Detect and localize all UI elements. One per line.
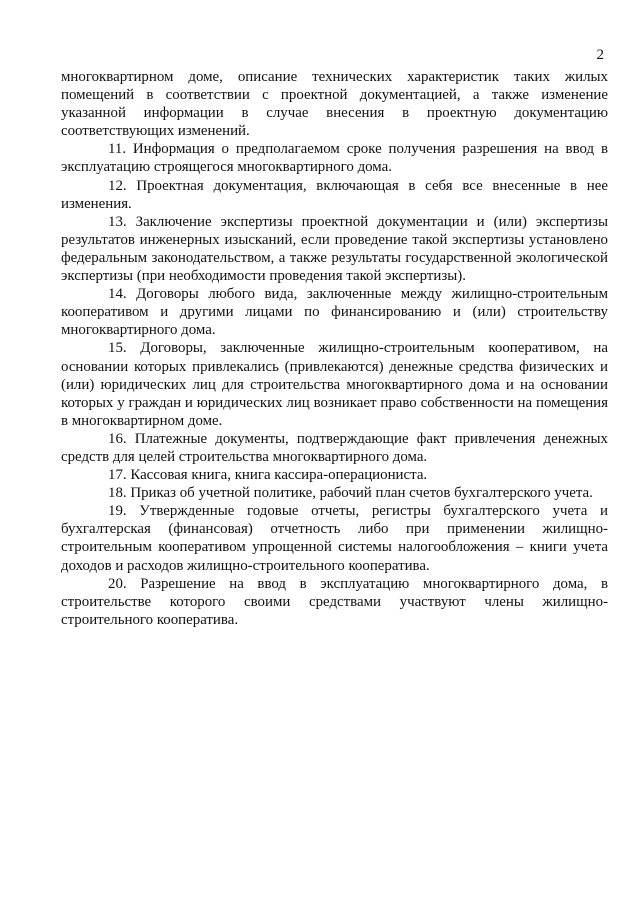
paragraph-item-18: 18. Приказ об учетной политике, рабочий план счетов бухгалтерского учета. (108, 485, 593, 502)
paragraph-item-11: 11. Информация о предполагаемом сроке получения разрешения на ввод в эксплуатацию строящегося многоквартирного дома. (61, 141, 608, 176)
paragraph-continuation: многоквартирном доме, описание технических характеристик таких жилых помещений в соответствии с проектной документацией, а также изменение указанной информации в случае внесения в проектную документацию соответствующих изменений. (61, 69, 608, 140)
paragraph-item-15: 15. Договоры, заключенные жилищно-строительным кооперативом, на основании которых привлекались (привлекаются) денежные средства физических и (или) юридических лиц для строительства многоквартирного дома и на основании которых у граждан и юридических лиц возникает право собственности на помещения в многоквартирном доме. (61, 340, 608, 429)
paragraph-item-12: 12. Проектная документация, включающая в себя все внесенные в нее изменения. (61, 177, 608, 212)
paragraph-item-19: 19. Утвержденные годовые отчеты, регистры бухгалтерского учета и бухгалтерская (финансовая) отчетность либо при применении жилищно-строительным кооперативом упрощенной системы налогообложения – книги учета доходов и расходов жилищно-строительного кооператива. (61, 503, 608, 574)
paragraph-item-16: 16. Платежные документы, подтверждающие факт привлечения денежных средств для целей строительства многоквартирного дома. (61, 430, 608, 465)
paragraph-item-20: 20. Разрешение на ввод в эксплуатацию многоквартирного дома, в строительстве которого своими средствами участвуют члены жилищно-строительного кооператива. (61, 575, 608, 628)
paragraph-item-13: 13. Заключение экспертизы проектной документации и (или) экспертизы результатов инженерных изысканий, если проведение такой экспертизы установлено федеральным законодательством, а также результаты государственной экологической экспертизы (при необходимости проведения такой экспертизы). (61, 213, 608, 285)
paragraph-item-17: 17. Кассовая книга, книга кассира-операциониста. (108, 467, 428, 484)
paragraph-item-14: 14. Договоры любого вида, заключенные между жилищно-строительным кооперативом и другими лицами по финансированию и (или) строительству многоквартирного дома. (61, 286, 608, 339)
document-body (61, 68, 608, 629)
page-number: 2 (596, 47, 604, 63)
